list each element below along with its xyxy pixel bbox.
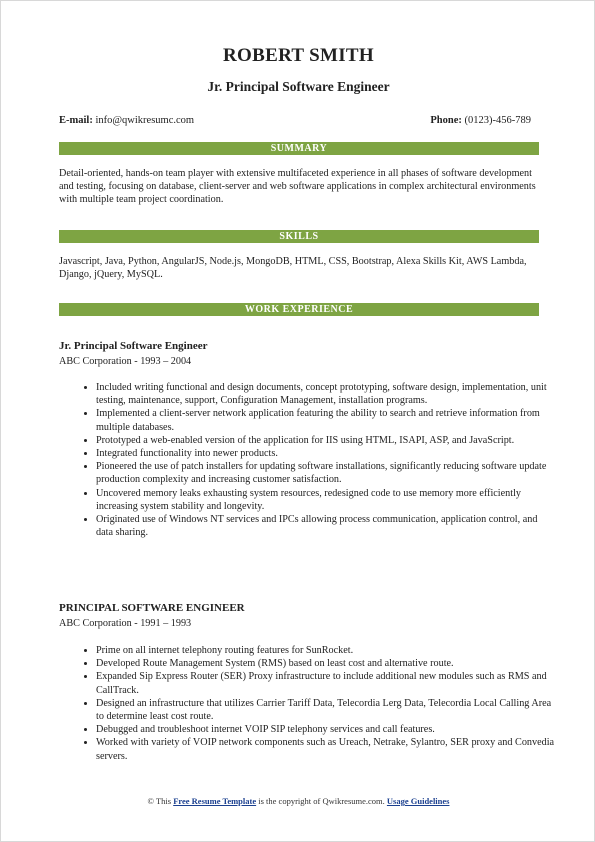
usage-guidelines-link[interactable]: Usage Guidelines xyxy=(386,796,450,806)
list-item: • Designed an infrastructure that utilizes Carrier Tariff Data, Telecordia Lerg Data, Telecordia Local Calling Area to determine least cost route. xyxy=(96,697,556,723)
footer-prefix: © This xyxy=(147,796,174,806)
list-item: • Developed Route Management System (RMS) based on least cost and alternative route. xyxy=(96,657,556,670)
job-1-company: ABC Corporation - 1993 – 2004 xyxy=(59,356,192,367)
summary-heading: SUMMARY xyxy=(59,142,539,155)
job-1-bullet-list xyxy=(79,381,556,539)
list-item: • Originated use of Windows NT services and IPCs allowing process communication, application control, and data sharing. xyxy=(96,513,556,539)
skills-text: Javascript, Java, Python, AngularJS, Node.js, MongoDB, HTML, CSS, Bootstrap, Alexa Skills Kit, AWS Lambda, Django, jQuery, MySQL. xyxy=(59,256,527,280)
job-2-company: ABC Corporation - 1991 – 1993 xyxy=(59,618,192,629)
list-item: • Included writing functional and design documents, concept prototyping, software design, implementation, unit testing, maintenance, support, Configuration Management, installation programs. xyxy=(96,381,556,407)
phone-value: (0123)-456-789 xyxy=(464,115,531,126)
footer-middle: is the copyright of Qwikresume.com. xyxy=(256,796,387,806)
job-2-title: PRINCIPAL SOFTWARE ENGINEER xyxy=(59,602,245,614)
email-value: info@qwikresumc.com xyxy=(95,115,195,126)
summary-text: Detail-oriented, hands-on team player with extensive multifaceted experience in all phases of software development and testing, focusing on database, client-server and web software applications in complex architectural environments with multiple team project coordination. xyxy=(59,168,536,205)
phone-label: Phone: xyxy=(430,115,462,126)
list-item: • Pioneered the use of patch installers for updating software installations, significantly reducing software update production complexity and increasing customer satisfaction. xyxy=(96,460,556,486)
list-item: • Debugged and troubleshoot internet VOIP SIP telephony services and call features. xyxy=(96,723,556,736)
list-item: • Uncovered memory leaks exhausting system resources, redesigned code to use memory more efficiently increasing system stability and longevity. xyxy=(96,487,556,513)
job-2-bullet-list xyxy=(79,644,556,763)
free-resume-template-link[interactable]: Free Resume Template xyxy=(173,796,257,806)
contact-line xyxy=(59,115,531,129)
email-label: E-mail: xyxy=(59,115,93,126)
list-item: • Implemented a client-server network application featuring the ability to search and retrieve information from multiple databases. xyxy=(96,407,556,433)
skills-heading: SKILLS xyxy=(59,230,539,243)
list-item: • Prototyped a web-enabled version of the application for IIS using HTML, ISAPI, ASP, and JavaScript. xyxy=(96,434,556,447)
phone-block xyxy=(430,115,531,126)
list-item: • Prime on all internet telephony routing features for SunRocket. xyxy=(96,644,556,657)
candidate-name: ROBERT SMITH xyxy=(223,45,374,66)
email-block xyxy=(59,115,194,126)
job-1-title: Jr. Principal Software Engineer xyxy=(59,340,208,352)
list-item: • Integrated functionality into newer products. xyxy=(96,447,556,460)
list-item: • Expanded Sip Express Router (SER) Proxy infrastructure to include additional new modules such as RMS and CallTrack. xyxy=(96,670,556,696)
work-experience-heading: WORK EXPERIENCE xyxy=(59,303,539,316)
list-item: • Worked with variety of VOIP network components such as Ureach, Netrake, Sylantro, SER proxy and Convedia servers. xyxy=(96,736,556,762)
candidate-job-title: Jr. Principal Software Engineer xyxy=(207,79,390,94)
copyright-footer xyxy=(1,796,595,806)
